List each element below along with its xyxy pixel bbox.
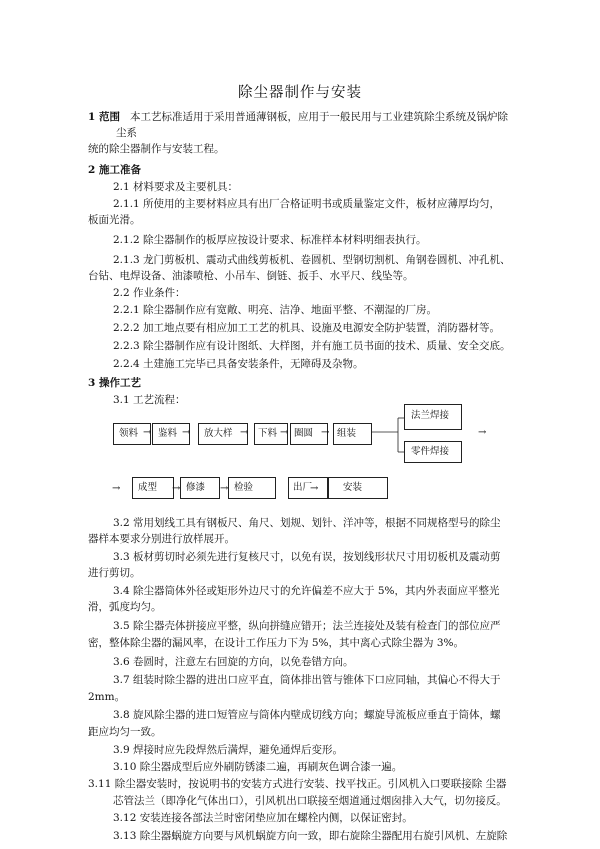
para-3-11-a: 3.11 除尘器安装时，按说明书的安装方式进行安装、找平找正。引风机入口要联接除 尘器 (88, 778, 507, 790)
arrow-right-icon: → (321, 427, 330, 438)
arrow-right-icon: → (310, 483, 319, 494)
flow-step-lingliao: 领料 (113, 423, 151, 445)
para-3-7-b: 2mm。 (88, 691, 126, 703)
flow-step-quanyuan: 圈圆 (290, 423, 328, 445)
para-3-8-a: 3.8 旋风除尘器的进口短管应与筒体内壁成切线方向；螺旋导流板应垂直于筒体，螺 (113, 709, 501, 721)
para-2-1-2: 2.1.2 除尘器制作的板厚应按设计要求、标准样本材料明细表执行。 (113, 234, 427, 246)
arrow-right-icon: → (112, 483, 121, 494)
arrow-right-icon: → (478, 427, 487, 438)
scope-line-1: 本工艺标准适用于采用普通薄钢板，应用于一般民用与工业建筑除尘系统及锅炉除 (130, 111, 508, 123)
arrow-right-icon: → (172, 483, 181, 494)
para-2-2-1: 2.2.1 除尘器制作应有宽敞、明亮、洁净、地面平整、不潮湿的厂房。 (113, 304, 438, 316)
flow-step-jianyan: 检验 (228, 477, 276, 499)
section-1-heading: 1 范围 (88, 111, 120, 123)
para-2-2-3: 2.2.3 除尘器制作应有设计图纸、大样图，并有施工员书面的技术、质量、安全交底。 (113, 340, 511, 352)
arrow-right-icon: → (143, 427, 152, 438)
para-2-1-1-a: 2.1.1 所使用的主要材料应具有出厂合格证明书或质量鉴定文件，板材应薄厚均匀， (113, 198, 501, 210)
arrow-right-icon: → (220, 483, 229, 494)
para-3-4-b: 滑，弧度均匀。 (88, 601, 162, 613)
flow-step-jianliao: 鉴料 (152, 423, 190, 445)
para-2-1-3-b: 台钻、电焊设备、油漆喷枪、小吊车、倒链、扳手、水平尺、线坠等。 (88, 270, 414, 282)
para-3-5-a: 3.5 除尘器壳体拼接应平整，纵向拼缝应错开；法兰连接处及装有检查门的部位应严 (113, 620, 501, 632)
scope-line-2: 尘系 (116, 127, 137, 139)
flow-step-chuchang: 出厂 (288, 477, 328, 499)
para-3-3-b: 进行剪切。 (88, 567, 141, 579)
para-2-1-1-b: 板面光滑。 (88, 214, 141, 226)
para-3-2-b: 器样本要求分别进行放样展开。 (88, 533, 235, 545)
para-3-12: 3.12 安装连接各部法兰时密闭垫应加在螺栓内侧，以保证密封。 (113, 812, 413, 824)
section-2-heading: 2 施工准备 (88, 164, 141, 176)
para-2-2-4: 2.2.4 土建施工完毕已具备安装条件，无障碍及杂物。 (113, 358, 364, 370)
para-2-2: 2.2 作业条件： (113, 287, 186, 299)
flow-step-xiuqi: 修漆 (180, 477, 220, 499)
para-3-11-b: 芯管法兰（即净化气体出口），引风机出口联接至烟道通过烟囱排入大气，切勿接反。 (113, 795, 507, 807)
flow-step-lingjian-hanjie: 零件焊接 (404, 441, 462, 463)
para-2-1-3-a: 2.1.3 龙门剪板机、震动式曲线剪板机、卷圆机、型钢切割机、角钢卷圆机、冲孔机、 (113, 254, 511, 266)
flow-step-zuzhuang: 组装 (333, 423, 372, 445)
flow-step-xialiao: 下料 (254, 423, 288, 445)
para-2-2-2: 2.2.2 加工地点要有相应加工工艺的机具、设施及电源安全防护装置，消防器材等。 (113, 322, 501, 334)
arrow-right-icon: → (280, 427, 289, 438)
para-3-1: 3.1 工艺流程： (113, 394, 186, 406)
flow-step-falan-hanjie: 法兰焊接 (404, 404, 462, 430)
arrow-right-icon: → (240, 427, 249, 438)
para-3-5-b: 密，整体除尘器的漏风率，在设计工作压力下为 5%，其中离心式除尘器为 3%。 (88, 637, 464, 649)
para-3-3-a: 3.3 板材剪切时必须先进行复核尺寸，以免有误，按划线形状尺寸用切板机及震动剪 (113, 551, 501, 563)
para-3-2-a: 3.2 常用划线工具有钢板尺、角尺、划规、划针、洋冲等，根据不同规格型号的除尘 (113, 517, 501, 529)
para-3-8-b: 距应均匀一致。 (88, 726, 162, 738)
flow-step-anzhuang: 安装 (328, 477, 388, 499)
document-title: 除尘器制作与安装 (238, 85, 362, 101)
para-3-4-a: 3.4 除尘器筒体外径或矩形外边尺寸的允许偏差不应大于 5%，其内外表面应平整光 (113, 585, 500, 597)
flow-step-chengxing: 成型 (132, 477, 174, 499)
scope-line-3: 统的除尘器制作与安装工程。 (88, 143, 225, 155)
para-3-7-a: 3.7 组装时除尘器的进出口应平直，筒体排出管与锥体下口应同轴，其偏心不得大于 (113, 674, 501, 686)
para-3-6: 3.6 卷圆时，注意左右回旋的方向，以免卷错方向。 (113, 656, 354, 668)
para-3-9: 3.9 焊接时应先段焊然后满焊，避免通焊后变形。 (113, 744, 344, 756)
section-3-heading: 3 操作工艺 (88, 377, 141, 389)
para-3-10: 3.10 除尘器成型后应外刷防锈漆二遍，再刷灰色调合漆一遍。 (113, 761, 403, 773)
flow-step-fangdayang: 放大样 (198, 423, 248, 445)
arrow-right-icon: → (182, 427, 191, 438)
para-3-13: 3.13 除尘器蜗旋方向要与风机蜗旋方向一致，即右旋除尘器配用右旋引风机、左旋除 (113, 830, 508, 842)
para-2-1: 2.1 材料要求及主要机具： (113, 181, 239, 193)
